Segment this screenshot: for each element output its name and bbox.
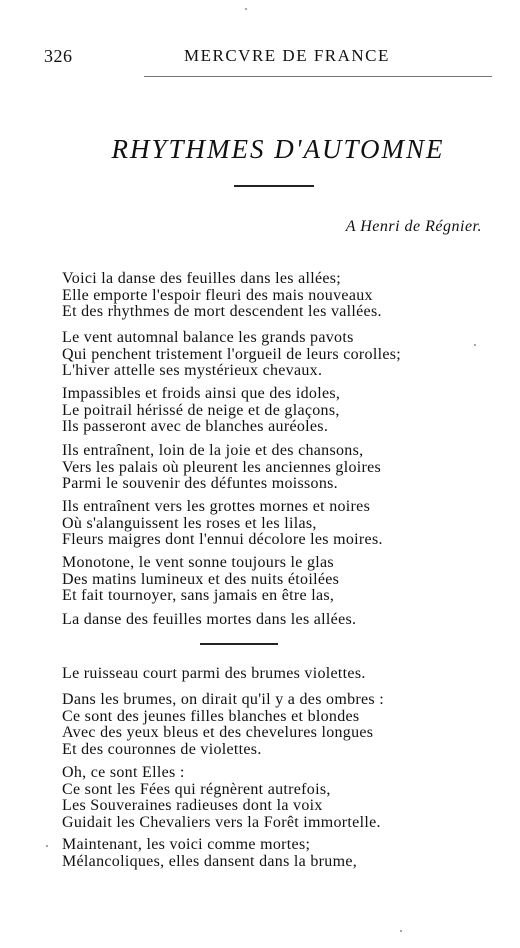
verse-line: Avec des yeux bleus et des chevelures longues bbox=[62, 724, 374, 741]
stanza-6 bbox=[62, 555, 502, 605]
stanza-9 bbox=[62, 692, 502, 758]
print-speck bbox=[400, 930, 402, 932]
print-speck bbox=[245, 8, 247, 10]
verse-line: L'hiver attelle ses mystérieux chevaux. bbox=[62, 362, 323, 379]
verse-line: La danse des feuilles mortes dans les allées. bbox=[62, 611, 357, 628]
stanza-11 bbox=[62, 837, 502, 870]
verse-line: Et des couronnes de violettes. bbox=[62, 740, 262, 758]
stanza-5 bbox=[62, 499, 502, 549]
stanza-1 bbox=[62, 271, 502, 321]
verse-line: Le ruisseau court parmi des brumes violettes. bbox=[62, 665, 366, 682]
verse-line: Vers les palais où pleurent les anciennes gloires bbox=[62, 458, 382, 476]
page-header bbox=[44, 46, 492, 70]
stanza-4 bbox=[62, 443, 502, 493]
stanza-10 bbox=[62, 765, 502, 831]
verse-line: Ce sont des jeunes filles blanches et blondes bbox=[62, 707, 360, 725]
header-rule bbox=[144, 76, 492, 77]
verse-line: Fleurs maigres dont l'ennui décolore les moires. bbox=[62, 531, 383, 548]
poem-title: RHYTHMES D'AUTOMNE bbox=[111, 134, 445, 164]
print-speck bbox=[46, 845, 48, 847]
verse-line: Oh, ce sont Elles : bbox=[62, 764, 185, 781]
verse-line: Et fait tournoyer, sans jamais en être las, bbox=[62, 587, 335, 604]
verse-line: Parmi le souvenir des défuntes moissons. bbox=[62, 475, 338, 492]
verse-line: Où s'alanguissent les roses et les lilas, bbox=[62, 514, 317, 532]
verse-line: Ils entraînent, loin de la joie et des chansons, bbox=[62, 442, 364, 459]
verse-line: Ils entraînent vers les grottes mornes et noires bbox=[62, 498, 371, 515]
verse-line: Guidait les Chevaliers vers la Forêt immortelle. bbox=[62, 813, 381, 831]
verse-line: Des matins lumineux et des nuits étoilées bbox=[62, 570, 340, 588]
verse-line: Voici la danse des feuilles dans les allées; bbox=[62, 270, 342, 287]
stanza-8 bbox=[62, 666, 502, 683]
verse-line: Les Souveraines radieuses dont la voix bbox=[62, 797, 323, 814]
verse-line: Ils passeront avec de blanches auréoles. bbox=[62, 418, 329, 435]
section-rule bbox=[200, 643, 278, 645]
verse-line: Dans les brumes, on dirait qu'il y a des ombres : bbox=[62, 691, 384, 708]
poem-dedication: A Henri de Régnier. bbox=[345, 218, 482, 235]
verse-line: Qui penchent tristement l'orgueil de leurs corolles; bbox=[62, 345, 401, 363]
stanza-2 bbox=[62, 330, 502, 380]
verse-line: Maintenant, les voici comme mortes; bbox=[62, 836, 311, 853]
verse-line: Et des rhythmes de mort descendent les vallées. bbox=[62, 303, 382, 320]
verse-line: Impassibles et froids ainsi que des idoles, bbox=[62, 385, 341, 402]
print-speck bbox=[474, 344, 476, 346]
verse-line: Ce sont les Fées qui régnèrent autrefois, bbox=[62, 780, 331, 798]
verse-line: Le poitrail hérissé de neige et de glaçons, bbox=[62, 401, 340, 419]
verse-line: Le vent automnal balance les grands pavots bbox=[62, 329, 354, 346]
page-number: 326 bbox=[44, 46, 73, 66]
verse-line: Mélancoliques, elles dansent dans la brume, bbox=[62, 852, 358, 870]
stanza-3 bbox=[62, 386, 502, 436]
verse-line: Monotone, le vent sonne toujours le glas bbox=[62, 554, 334, 571]
verse-line: Elle emporte l'espoir fleuri des mais nouveaux bbox=[62, 286, 373, 304]
title-rule bbox=[234, 185, 314, 187]
running-head: MERCVRE DE FRANCE bbox=[184, 46, 390, 65]
stanza-7 bbox=[62, 612, 502, 629]
